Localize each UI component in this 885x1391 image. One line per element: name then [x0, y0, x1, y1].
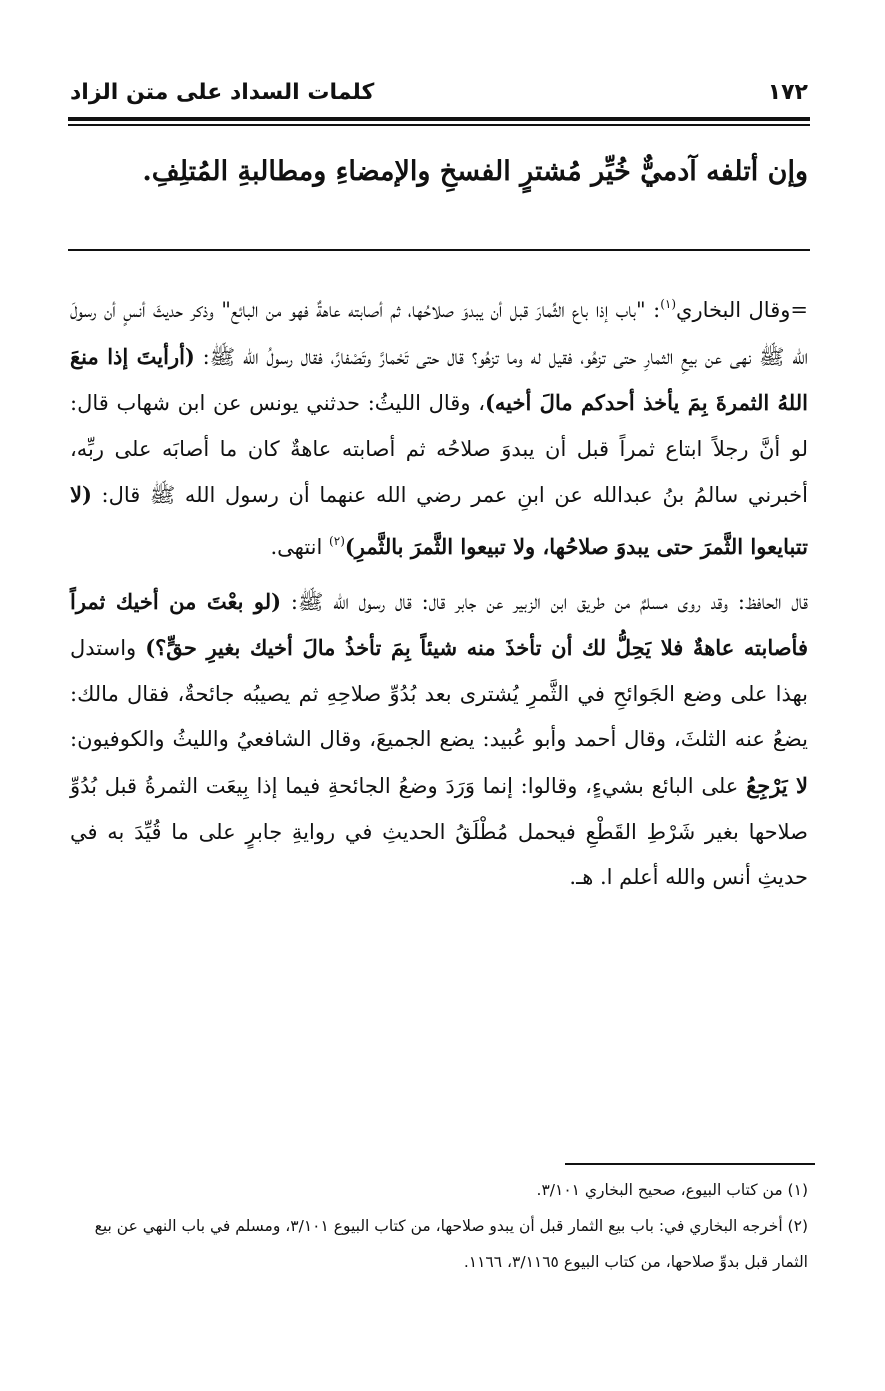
- text-run: انتهى.: [270, 534, 330, 559]
- commentary-paragraph-1: [70, 282, 808, 571]
- commentary-body: [70, 282, 808, 901]
- emphasis-text: لا يَرْجِعُ: [746, 772, 809, 798]
- text-run: : "باب إذا باع الثِّمارَ قبل أن يبدوَ صلاحُها، ثم أصابته عاهةٌ فهو من البائع" وذكر حديثَ أنسٍ أن رسولَ الله ﷺ نهى عن بيعِ الثمارِ حتى تزهُو، فقيل له وما تزهُو؟ قال حتى تَحْمارَّ وتَصْفارَّ، فقال رسولُ الله ﷺ:: [70, 298, 808, 369]
- text-run: واستدل بهذا على وضع الجَوائحِ في الثَّمرِ يُشترى بعد بُدُوِّ صلاحِهِ ثم يصيبُه جائحةٌ، فقال مالك: يضعُ عنه الثلثَ، وقال أحمد وأبو عُبيد: يضع الجميعَ، وقال الشافعيُ والليثُ والكوفيون:: [70, 636, 808, 752]
- commentary-paragraph-2: [70, 579, 808, 901]
- header-rule-thin: [68, 124, 810, 126]
- header-rule-thick: [68, 117, 810, 121]
- footnote-2: (٢) أخرجه البخاري في: باب بيع الثمار قبل أن يبدو صلاحها، من كتاب البيوع ٣/١٠١، ومسلم في باب النهي عن بيع الثمار قبل بدوِّ صلاحها، من كتاب البيوع ٣/١١٦٥، ١١٦٦.: [94, 1217, 808, 1271]
- running-title: كلمات السداد على متن الزاد: [70, 80, 375, 105]
- footnotes: [70, 1172, 808, 1280]
- text-run: على البائع بشيءٍ، وقالوا: إنما وَرَدَ وضعُ الجائحةِ فيما إذا بِيعَت الثمرةُ قبل بُدُوِّ صلاحها بغير شَرْطِ القَطْعِ فيحمل مُطْلَقُ الحديثِ في روايةِ جابرٍ على ما قُيِّدَ به في حديثِ أنس والله أعلم ا. هـ.: [70, 773, 808, 890]
- hadith-quote: (لا تتبايعوا الثَّمرَ حتى يبدوَ صلاحُها، ولا تبيعوا الثَّمرَ بالثَّمرِ): [70, 482, 808, 559]
- matn-text: وإن أتلفه آدميٌّ خُيِّر مُشترٍ الفسخِ والإمضاءِ ومطالبةِ المُتلِفِ.: [142, 156, 808, 187]
- text-run: قال الحافظ: وقد روى مسلمٌ من طريق ابن الزبير عن جابر قال: قال رسول الله ﷺ:: [281, 589, 809, 614]
- text-run: =وقال البخاري: [676, 298, 808, 322]
- page-header: [70, 78, 808, 112]
- matn-separator: [68, 249, 810, 251]
- footnote-ref-2[interactable]: (٢): [329, 533, 345, 548]
- page-number: ١٧٢: [767, 80, 808, 105]
- footnote-1: (١) من كتاب البيوع، صحيح البخاري ٣/١٠١.: [536, 1181, 808, 1199]
- footnote-separator: [565, 1163, 815, 1165]
- footnote-ref-1[interactable]: (١): [660, 297, 677, 311]
- hadith-quote: (لو بعْتَ من أخيك ثمراً فأصابته عاهةٌ فلا يَحِلُّ لك أن تأخذَ منه شيئاً بِمَ تأخذُ مالَ أخيك بغيرِ حقٍّ؟): [70, 588, 808, 661]
- text-run: ، وقال الليثُ: حدثني يونس عن ابن شهاب قال: لو أنَّ رجلاً ابتاع ثمراً قبل أن يبدوَ صلاحُه ثم أصابته عاهةٌ كان ما أصابَه على ربِّه، أخبرني سالمُ بنُ عبدالله عن ابنِ عمر رضي الله عنهما أن رسول الله ﷺ قال:: [70, 391, 808, 508]
- hadith-quote: (أرأيتَ إذا منعَ اللهُ الثمرةَ بِمَ يأخذ أحدكم مالَ أخيه): [70, 343, 808, 416]
